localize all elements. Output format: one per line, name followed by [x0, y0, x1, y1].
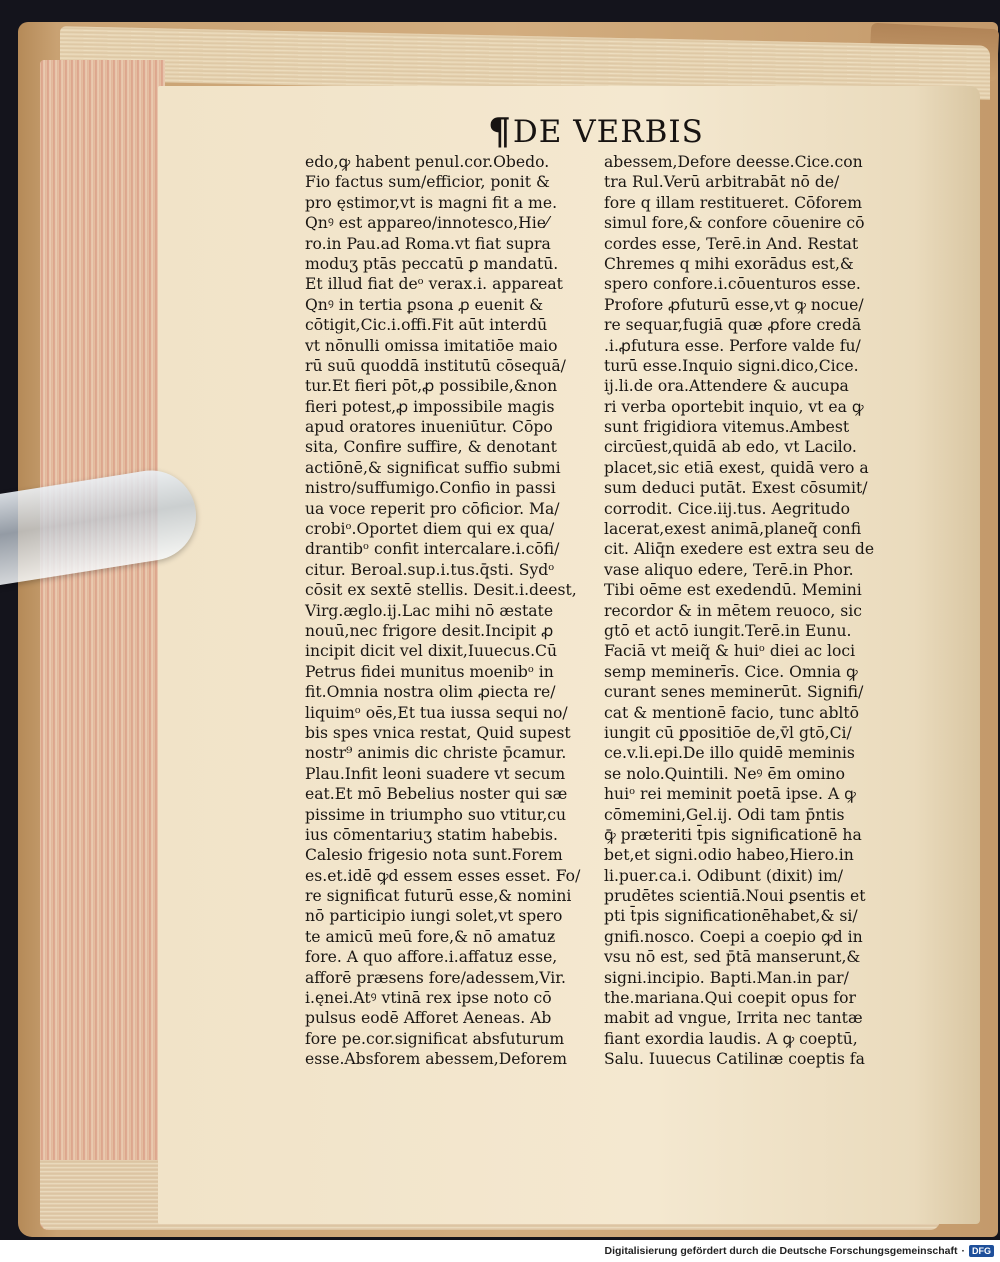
- text-line: mabit ad vngue, Irrita nec tantæ: [604, 1009, 863, 1028]
- text-line: Qnꝰ est appareo/innotesco,Hie⁄: [305, 214, 549, 233]
- text-column-left: [305, 152, 595, 1070]
- text-line: circūest,quidā ab edo, vt Lacilo.: [604, 438, 857, 457]
- text-line: fore q illam restitueret. Cōforem: [604, 193, 863, 212]
- text-line: ij.li.de ora.Attendere & aucupa: [604, 377, 849, 396]
- text-line: ꝙ̄ præteriti t̄pis significationē ha: [604, 825, 862, 844]
- text-line: iungit cū ꝑpositiōe de,v̄l gtō,Ci/: [604, 723, 852, 742]
- text-line: liquimᵒ oēs,Et tua iussa sequi no/: [305, 703, 568, 722]
- text-line: Chremes q mihi exorādus est,&: [604, 254, 854, 273]
- text-line: crobiᵒ.Oportet diem qui ex qua/: [305, 520, 555, 539]
- text-line: re sequar,fugiā quæ ꝓfore credā: [604, 316, 862, 335]
- text-line: se nolo.Quintili. Neꝰ ēm omino: [604, 764, 846, 783]
- dfg-logo: DFG: [969, 1245, 994, 1257]
- text-line: sum deduci putāt. Exest cōsumit/: [604, 479, 868, 498]
- text-line: fit.Omnia nostra olim ꝓiecta re/: [305, 683, 556, 702]
- text-line: abessem,Defore deesse.Cice.con: [604, 153, 863, 171]
- text-line: fore pe.cor.significat absfuturum: [305, 1029, 565, 1048]
- digitization-credit: [605, 1242, 994, 1260]
- text-line: re significat futurū esse,& nomini: [305, 887, 572, 906]
- text-line: Profore ꝓfuturū esse,vt ꝙ nocue/: [604, 295, 864, 314]
- page-title: DE VERBIS: [512, 113, 704, 150]
- text-column-right: [604, 152, 899, 1070]
- text-line: afforē præsens fore/adessem,Vir.: [305, 968, 566, 987]
- text-line: incipit dicit vel dixit,Iuuecus.Cū: [305, 642, 557, 661]
- text-line: nō participio iungi solet,vt spero: [305, 907, 563, 926]
- text-line: prudētes scientiā.Noui ꝑsentis et: [604, 887, 866, 906]
- text-line: cōmemini,Gel.ij. Odi tam p̄ntis: [604, 805, 845, 824]
- text-line: cordes esse, Terē.in And. Restat: [604, 234, 859, 253]
- text-line: sunt frigidiora vitemus.Ambest: [604, 418, 850, 437]
- text-line: bet,et signi.odio habeo,Hiero.in: [604, 846, 854, 865]
- page-fore-edge: [40, 60, 165, 1230]
- text-line: rū suū quoddā institutū cōsequā/: [305, 356, 566, 375]
- text-line: Et illud fiat deᵒ verax.i. appareat: [305, 275, 563, 294]
- text-line: sita, Confire suffire, & denotant: [305, 438, 557, 457]
- text-line: tra Rul.Verū arbitrabāt nō de/: [604, 173, 840, 192]
- text-line: Virg.æglo.ij.Lac mihi nō æstate: [305, 601, 554, 620]
- text-line: ri verba oportebit inquio, vt ea ꝙ: [604, 397, 864, 416]
- text-line: te amicū meū fore,& nō amatuƶ: [305, 927, 556, 946]
- text-line: the.mariana.Qui coepit opus for: [604, 989, 856, 1008]
- credit-separator: ·: [961, 1245, 965, 1257]
- running-head: [488, 112, 704, 152]
- text-line: actiōnē,& significat suffio submi: [305, 458, 561, 477]
- text-line: nostr⁹ animis dic christe p̄camur.: [305, 744, 567, 763]
- text-line: recordor & in mētem reuoco, sic: [604, 601, 862, 620]
- text-line: cit. Aliq̄n exedere est extra seu de: [604, 540, 875, 559]
- text-line: esse.Absforem abessem,Deforem: [305, 1050, 568, 1069]
- text-line: gnifi.nosco. Coepi a coepio ꝙd in: [604, 927, 863, 946]
- text-line: nouū,nec frigore desit.Incipit ꝓ: [305, 621, 554, 640]
- text-line: nistro/suffumigo.Confio in passi: [305, 479, 556, 498]
- text-line: Fio factus sum/efficior, ponit &: [305, 173, 550, 192]
- text-line: vt nōnulli omissa imitatiōe maio: [305, 336, 558, 355]
- text-line: pro ęstimor,vt is magni fit a me.: [305, 193, 558, 212]
- text-line: Petrus fidei munitus moenibᵒ in: [305, 662, 554, 681]
- text-line: ce.v.li.epi.De illo quidē meminis: [604, 744, 855, 763]
- text-line: fiant exordia laudis. A ꝙ coeptū,: [604, 1029, 858, 1048]
- text-line: Faciā vt meiq̃ & huiᵒ diei ac loci: [604, 642, 856, 661]
- text-line: edo,ꝙ habent penul.cor.Obedo.: [305, 153, 550, 171]
- text-line: .i.ꝓfutura esse. Perfore valde fu/: [604, 336, 861, 355]
- text-line: pti t̄pis significationēhabet,& si/: [604, 907, 858, 926]
- text-line: placet,sic etiā exest, quidā vero a: [604, 458, 869, 477]
- text-line: Tibi oēme est exedendū. Memini: [604, 581, 862, 600]
- text-line: huiᵒ rei meminit poetā ipse. A ꝙ: [604, 785, 856, 804]
- text-line: corrodit. Cice.iij.tus. Aegritudo: [604, 499, 850, 518]
- text-line: i.ęnei.Atꝰ vtinā rex ipse noto cō: [305, 989, 552, 1008]
- pilcrow-mark: ¶: [488, 111, 511, 153]
- text-line: tur.Et fieri pōt,ꝓ possibile,&non: [305, 377, 558, 396]
- text-line: moduʒ ptās peccatū ꝑ mandatū.: [305, 254, 559, 273]
- text-line: es.et.idē ꝙd essem esses esset. Fo/: [305, 866, 581, 885]
- text-line: ro.in Pau.ad Roma.vt fiat supra: [305, 234, 551, 253]
- text-line: pissime in triumpho suo vtitur,cu: [305, 805, 567, 824]
- text-line: cōsit ex sextē stellis. Desit.i.deest,: [305, 581, 577, 600]
- text-line: cōtigit,Cic.i.offi.Fit aūt interdū: [305, 316, 548, 335]
- text-line: ua voce reperit pro cōficior. Ma/: [305, 499, 560, 518]
- text-line: curant senes meminerūt. Signifi/: [604, 683, 864, 702]
- text-line: fore. A quo affore.i.affatuƶ esse,: [305, 948, 558, 967]
- text-line: Plau.Infit leoni suadere vt secum: [305, 764, 566, 783]
- text-line: vsu nō est, sed p̄tā manserunt,&: [604, 948, 861, 967]
- text-line: eat.Et mō Bebelius noster qui sæ: [305, 785, 568, 804]
- text-line: lacerat,exest animā,planeq̃ confi: [604, 520, 862, 539]
- text-line: Calesio frigesio nota sunt.Forem: [305, 846, 563, 865]
- text-line: simul fore,& confore cōuenire cō: [604, 214, 865, 233]
- text-line: Qnꝰ in tertia ꝑsona ꝓ euenit &: [305, 295, 544, 314]
- text-line: Salu. Iuuecus Catilinæ coeptis fa: [604, 1050, 865, 1069]
- text-line: fieri potest,ꝓ impossibile magis: [305, 397, 555, 416]
- text-line: bis spes vnica restat, Quid supest: [305, 723, 571, 742]
- text-line: signi.incipio. Bapti.Man.in par/: [604, 968, 849, 987]
- text-line: drantibᵒ confit intercalare.i.cōfi/: [305, 540, 560, 559]
- text-line: pulsus eodē Afforet Aeneas. Ab: [305, 1009, 552, 1028]
- text-line: vase aliquo edere, Terē.in Phor.: [604, 560, 854, 579]
- text-line: cat & mentionē facio, tunc abltō: [604, 703, 860, 722]
- text-line: turū esse.Inquio signi.dico,Cice.: [604, 356, 859, 375]
- text-line: apud oratores inueniūtur. Cōpo: [305, 418, 553, 437]
- text-line: ius cōmentariuʒ statim habebis.: [305, 825, 559, 844]
- text-line: gtō et actō iungit.Terē.in Eunu.: [604, 621, 852, 640]
- text-line: semp meminerīs. Cice. Omnia ꝙ: [604, 662, 858, 681]
- text-line: spero confore.i.cōuenturos esse.: [604, 275, 861, 294]
- text-line: li.puer.ca.i. Odibunt (dixit) im/: [604, 866, 843, 885]
- text-line: citur. Beroal.sup.i.tus.q̄sti. Sydᵒ: [305, 560, 555, 579]
- credit-text: Digitalisierung gefördert durch die Deutsche Forschungsgemeinschaft: [604, 1245, 958, 1257]
